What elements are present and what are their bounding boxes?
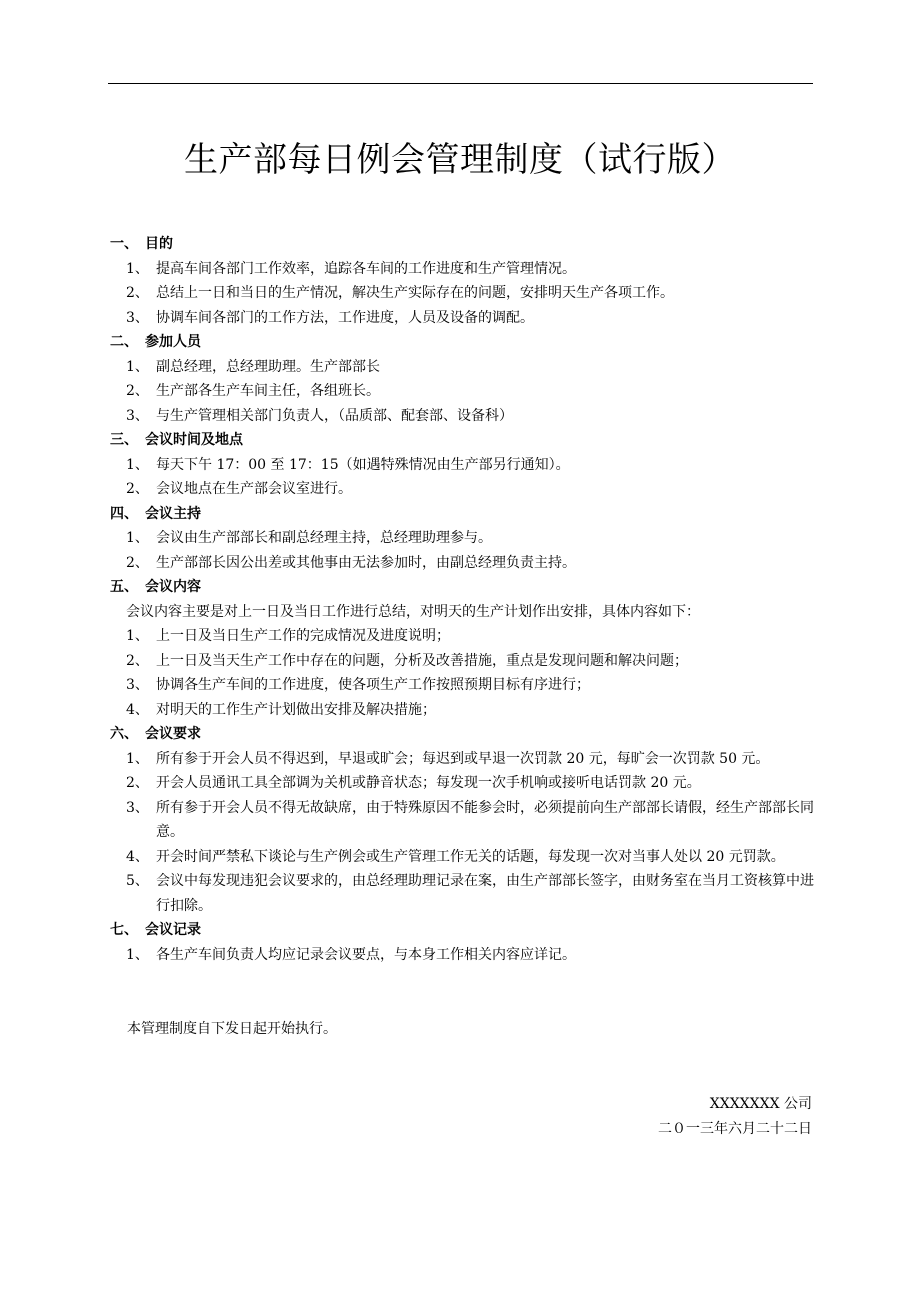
list-item bbox=[110, 698, 820, 723]
item-number: 1、 bbox=[126, 260, 149, 277]
item-text: 会议地点在生产部会议室进行。 bbox=[156, 481, 352, 497]
item-text: 开会人员通讯工具全部调为关机或静音状态；每发现一次手机响或接听电话罚款 20 元。 bbox=[156, 775, 701, 791]
item-number: 4、 bbox=[126, 701, 149, 718]
header-rule bbox=[108, 83, 813, 84]
signature-block bbox=[658, 1092, 812, 1141]
item-number: 3、 bbox=[126, 407, 149, 424]
item-number: 5、 bbox=[126, 873, 149, 889]
item-text: 协调车间各部门的工作方法，工作进度，人员及设备的调配。 bbox=[156, 309, 534, 326]
item-text: 副总经理，总经理助理。生产部部长 bbox=[156, 358, 380, 375]
item-number: 1、 bbox=[126, 628, 149, 644]
item-number: 2、 bbox=[126, 775, 149, 791]
closing-statement: 本管理制度自下发日起开始执行。 bbox=[127, 1021, 337, 1037]
item-number: 2、 bbox=[126, 481, 149, 497]
item-text: 生产部各生产车间主任，各组班长。 bbox=[156, 383, 380, 399]
item-text: 会议中每发现违犯会议要求的，由总经理助理记录在案，由生产部部长签字，由财务室在当月工资核算中进行扣除。 bbox=[156, 873, 814, 914]
section-heading bbox=[110, 722, 820, 747]
item-text: 提高车间各部门工作效率，追踪各车间的工作进度和生产管理情况。 bbox=[156, 260, 576, 277]
item-text: 开会时间严禁私下谈论与生产例会或生产管理工作无关的话题，每发现一次对当事人处以 20 元罚款。 bbox=[156, 848, 785, 865]
list-item bbox=[110, 526, 820, 551]
section-number: 六、 bbox=[110, 726, 138, 742]
item-text: 协调各生产车间的工作进度，使各项生产工作按照预期目标有序进行； bbox=[156, 677, 590, 693]
section-heading bbox=[110, 575, 820, 600]
list-item bbox=[110, 453, 820, 478]
item-number: 1、 bbox=[126, 946, 149, 963]
list-item bbox=[110, 771, 820, 796]
list-item bbox=[110, 477, 820, 502]
list-item bbox=[110, 673, 820, 698]
section-title: 参加人员 bbox=[145, 334, 201, 350]
item-text: 与生产管理相关部门负责人，（品质部、配套部、设备科） bbox=[156, 407, 513, 424]
list-item bbox=[110, 869, 820, 918]
list-item bbox=[110, 257, 820, 282]
list-item bbox=[110, 943, 820, 968]
section-number: 一、 bbox=[110, 236, 138, 252]
section-number: 五、 bbox=[110, 579, 138, 595]
list-item bbox=[110, 551, 820, 576]
item-number: 2、 bbox=[126, 383, 149, 399]
item-number: 2、 bbox=[126, 554, 149, 571]
list-item bbox=[110, 624, 820, 649]
item-text: 各生产车间负责人均应记录会议要点，与本身工作相关内容应详记。 bbox=[156, 946, 576, 963]
item-number: 1、 bbox=[126, 358, 149, 375]
section-heading bbox=[110, 502, 820, 527]
list-item bbox=[110, 845, 820, 870]
list-item bbox=[110, 404, 820, 429]
list-item bbox=[110, 649, 820, 674]
section-number: 二、 bbox=[110, 334, 138, 350]
document-body bbox=[110, 232, 820, 967]
section-heading bbox=[110, 330, 820, 355]
item-number: 2、 bbox=[126, 285, 149, 301]
section-heading bbox=[110, 428, 820, 453]
section-number: 三、 bbox=[110, 432, 138, 448]
item-text: 所有参于开会人员不得无故缺席，由于特殊原因不能参会时，必须提前向生产部部长请假，经生产部部长同意。 bbox=[156, 799, 814, 840]
item-number: 3、 bbox=[126, 309, 149, 326]
list-item bbox=[110, 379, 820, 404]
section-title: 目的 bbox=[145, 236, 173, 252]
section-heading bbox=[110, 918, 820, 943]
document-title: 生产部每日例会管理制度（试行版） bbox=[184, 140, 736, 180]
section-heading bbox=[110, 232, 820, 257]
list-item bbox=[110, 796, 820, 845]
item-number: 4、 bbox=[126, 848, 149, 865]
section-number: 七、 bbox=[110, 922, 138, 938]
section-title: 会议时间及地点 bbox=[145, 432, 243, 448]
section-title: 会议内容 bbox=[145, 579, 201, 595]
item-text: 生产部部长因公出差或其他事由无法参加时，由副总经理负责主持。 bbox=[156, 554, 576, 571]
item-text: 所有参于开会人员不得迟到，早退或旷会；每迟到或早退一次罚款 20 元，每旷会一次罚款 50 元。 bbox=[156, 750, 770, 767]
item-number: 3、 bbox=[126, 799, 149, 816]
item-text: 对明天的工作生产计划做出安排及解决措施； bbox=[156, 701, 436, 718]
item-text: 每天下午 17：00 至 17：15（如遇特殊情况由生产部另行通知）。 bbox=[156, 456, 570, 473]
item-number: 1、 bbox=[126, 530, 149, 546]
item-number: 2、 bbox=[126, 652, 149, 669]
section-intro: 会议内容主要是对上一日及当日工作进行总结，对明天的生产计划作出安排，具体内容如下： bbox=[126, 603, 700, 620]
item-number: 3、 bbox=[126, 677, 149, 693]
section-title: 会议要求 bbox=[145, 726, 201, 742]
list-item bbox=[110, 747, 820, 772]
section-number: 四、 bbox=[110, 505, 138, 522]
item-number: 1、 bbox=[126, 456, 149, 473]
item-text: 总结上一日和当日的生产情况，解决生产实际存在的问题，安排明天生产各项工作。 bbox=[156, 285, 674, 301]
section-title: 会议记录 bbox=[145, 922, 201, 938]
issue-date: 二０一三年六月二十二日 bbox=[658, 1120, 812, 1137]
item-text: 会议由生产部部长和副总经理主持，总经理助理参与。 bbox=[156, 530, 492, 546]
item-text: 上一日及当天生产工作中存在的问题，分析及改善措施，重点是发现问题和解决问题； bbox=[156, 652, 688, 669]
item-number: 1、 bbox=[126, 750, 149, 767]
item-text: 上一日及当日生产工作的完成情况及进度说明； bbox=[156, 628, 450, 644]
section-title: 会议主持 bbox=[145, 505, 201, 522]
list-item bbox=[110, 355, 820, 380]
list-item bbox=[110, 306, 820, 331]
company-name: XXXXXXX 公司 bbox=[709, 1096, 812, 1112]
list-item bbox=[110, 281, 820, 306]
